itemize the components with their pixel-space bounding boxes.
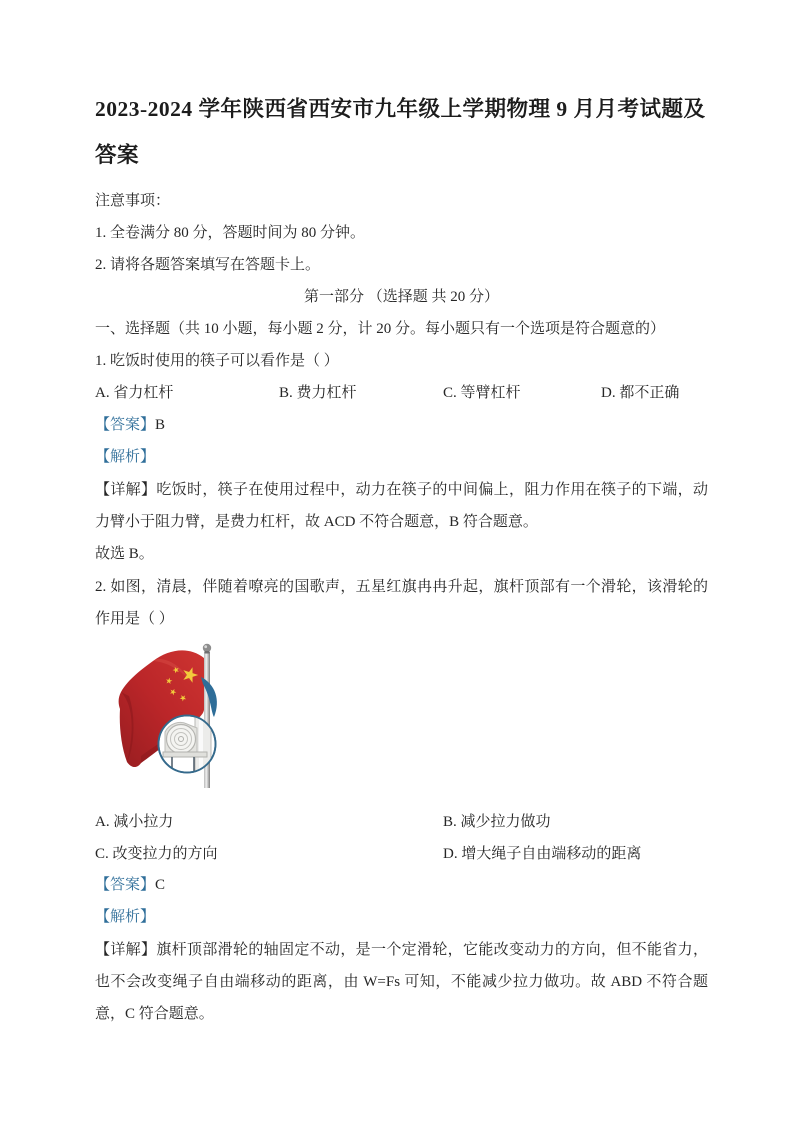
q1-option-a: A. 省力杠杆 bbox=[95, 385, 174, 401]
q1-option-b: B. 费力杠杆 bbox=[279, 385, 357, 401]
q2-option-b: B. 减少拉力做功 bbox=[443, 814, 551, 830]
question-type-heading: 一、选择题（共 10 小题，每小题 2 分，计 20 分。每小题只有一个选项是符合题意的） bbox=[95, 321, 666, 337]
q1-answer-line bbox=[95, 410, 708, 441]
q1-conclusion: 故选 B。 bbox=[95, 546, 154, 562]
q2-answer-line bbox=[95, 870, 708, 901]
exam-title: 2023-2024 学年陕西省西安市九年级上学期物理 9 月月考试题及答案 bbox=[95, 97, 706, 167]
q1-analysis-line bbox=[95, 442, 708, 473]
detail-label: 【详解】 bbox=[95, 942, 157, 958]
analysis-label: 【解析】 bbox=[95, 909, 156, 925]
q2-option-a: A. 减小拉力 bbox=[95, 814, 174, 830]
q2-option-d: D. 增大绳子自由端移动的距离 bbox=[443, 846, 642, 862]
notice-heading: 注意事项： bbox=[95, 193, 171, 209]
notice-item-2: 2. 请将各题答案填写在答题卡上。 bbox=[95, 257, 321, 273]
q1-answer-value: B bbox=[155, 417, 166, 433]
q2-answer-value: C bbox=[155, 877, 166, 893]
answer-label: 【答案】 bbox=[95, 417, 156, 433]
q2-analysis-line bbox=[95, 902, 708, 933]
q1-option-d: D. 都不正确 bbox=[601, 385, 680, 401]
detail-label: 【详解】 bbox=[95, 482, 157, 498]
question-2-text: 2. 如图，清晨，伴随着嘹亮的国歌声，五星红旗冉冉升起，旗杆顶部有一个滑轮，该滑轮的作用是（ ） bbox=[95, 579, 708, 627]
notice-item-1: 1. 全卷满分 80 分，答题时间为 80 分钟。 bbox=[95, 225, 366, 241]
q1-detail bbox=[95, 474, 708, 538]
question-1-options bbox=[95, 378, 708, 409]
section-heading: 第一部分 （选择题 共 20 分） bbox=[303, 289, 499, 305]
q1-option-c: C. 等臂杠杆 bbox=[443, 385, 521, 401]
flag-raising-figure bbox=[117, 640, 317, 798]
q2-option-c: C. 改变拉力的方向 bbox=[95, 846, 218, 862]
q2-detail bbox=[95, 934, 708, 1030]
q2-detail-text: 旗杆顶部滑轮的轴固定不动，是一个定滑轮，它能改变动力的方向，但不能省力，也不会改变绳子自由端移动的距离，由 W=Fs 可知，不能减少拉力做功。故 ABD 不符合题意，C 符合题意。 bbox=[95, 942, 708, 1022]
question-1-text: 1. 吃饭时使用的筷子可以看作是（ ） bbox=[95, 353, 339, 369]
question-2-options bbox=[95, 807, 708, 870]
answer-label: 【答案】 bbox=[95, 877, 156, 893]
analysis-label: 【解析】 bbox=[95, 449, 156, 465]
q1-detail-text: 吃饭时，筷子在使用过程中，动力在筷子的中间偏上，阻力作用在筷子的下端，动力臂小于阻力臂，是费力杠杆，故 ACD 不符合题意，B 符合题意。 bbox=[95, 482, 708, 530]
